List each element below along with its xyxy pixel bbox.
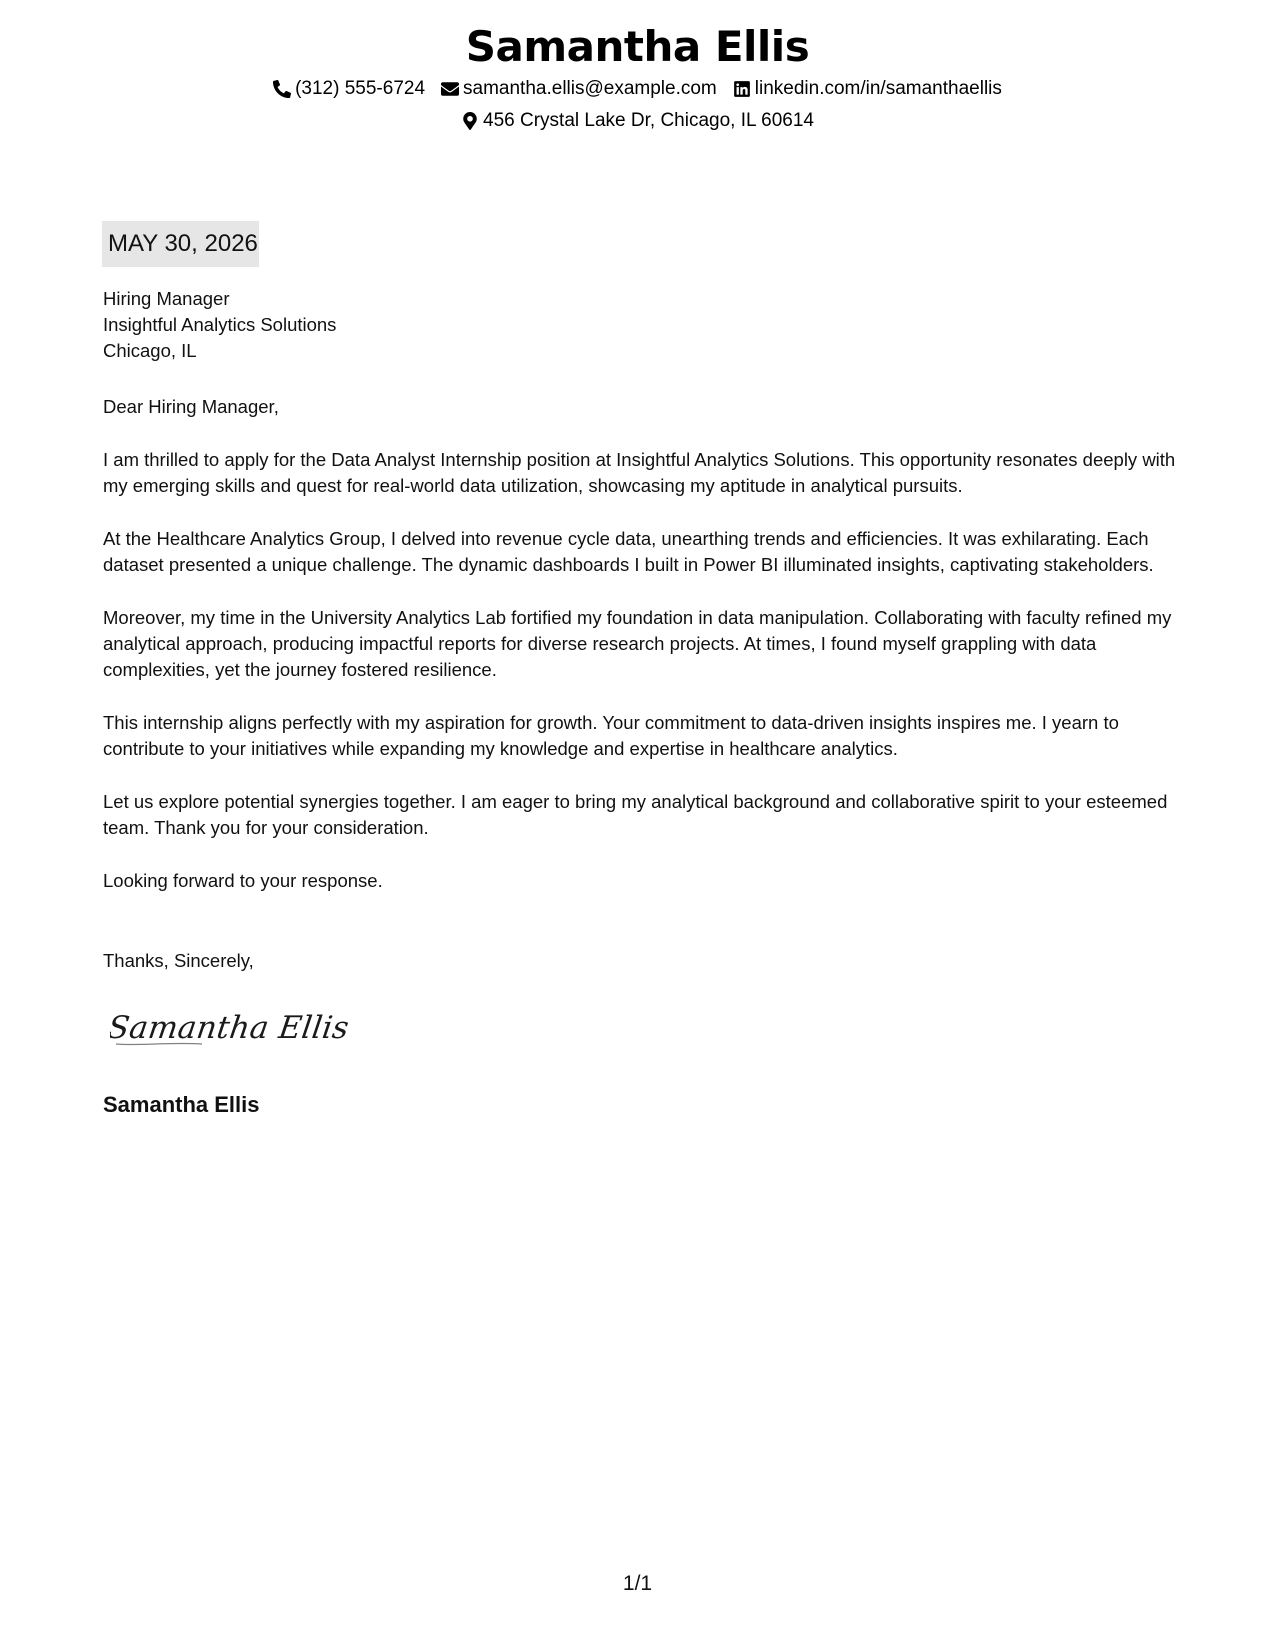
contact-linkedin[interactable] (733, 76, 1002, 102)
recipient-location: Chicago, IL (103, 340, 197, 361)
letter-date: MAY 30, 2026 (102, 221, 259, 267)
handwritten-signature (110, 1000, 360, 1052)
email-address: samantha.ellis@example.com (463, 78, 717, 99)
body-paragraph: At the Healthcare Analytics Group, I delved into revenue cycle data, unearthing trends and efficiencies. It was exhilarating. Each dataset presented a unique challenge. The dynamic dashboards I built in Power BI illuminated insights, captivating stakeholders. (103, 528, 1154, 575)
contact-row (0, 76, 1275, 102)
envelope-icon (441, 80, 459, 98)
salutation: Dear Hiring Manager, (103, 396, 279, 417)
contact-email[interactable] (441, 76, 717, 102)
linkedin-url: linkedin.com/in/samanthaellis (754, 78, 1002, 99)
body-paragraph: Looking forward to your response. (103, 870, 383, 891)
letter-header (0, 20, 1275, 134)
svg-text:Samantha Ellis: Samantha Ellis (110, 1010, 352, 1046)
linkedin-icon (733, 80, 751, 98)
applicant-name: Samantha Ellis (465, 22, 810, 71)
phone-number: (312) 555-6724 (295, 78, 426, 99)
phone-icon (273, 80, 291, 98)
signer-name: Samantha Ellis (103, 1092, 260, 1117)
closing-line: Thanks, Sincerely, (103, 950, 254, 971)
body-paragraph: Moreover, my time in the University Analytics Lab fortified my foundation in data manipulation. Collaborating with faculty refined my analytical approach, producing impactful reports for diverse research projects. At times, I found myself grappling with data complexities, yet the journey fostered resilience. (103, 607, 1172, 680)
body-paragraph: Let us explore potential synergies together. I am eager to bring my analytical background and collaborative spirit to your esteemed team. Thank you for your consideration. (103, 791, 1168, 838)
contact-address (461, 108, 814, 134)
recipient-title: Hiring Manager (103, 288, 230, 309)
map-marker-icon (461, 112, 479, 130)
address-text: 456 Crystal Lake Dr, Chicago, IL 60614 (483, 110, 814, 131)
page-indicator: 1/1 (622, 1572, 653, 1595)
letter-body (103, 394, 1183, 921)
address-row (0, 108, 1275, 134)
recipient-block (103, 286, 336, 364)
body-paragraph: This internship aligns perfectly with my aspiration for growth. Your commitment to data-driven insights inspires me. I yearn to contribute to your initiatives while expanding my knowledge and expertise in healthcare analytics. (103, 712, 1119, 759)
contact-phone (273, 76, 425, 102)
recipient-company: Insightful Analytics Solutions (103, 314, 337, 335)
body-paragraph: I am thrilled to apply for the Data Analyst Internship position at Insightful Analytics Solutions. This opportunity resonates deeply with my emerging skills and quest for real-world data utilization, showcasing my aptitude in analytical pursuits. (103, 449, 1176, 496)
